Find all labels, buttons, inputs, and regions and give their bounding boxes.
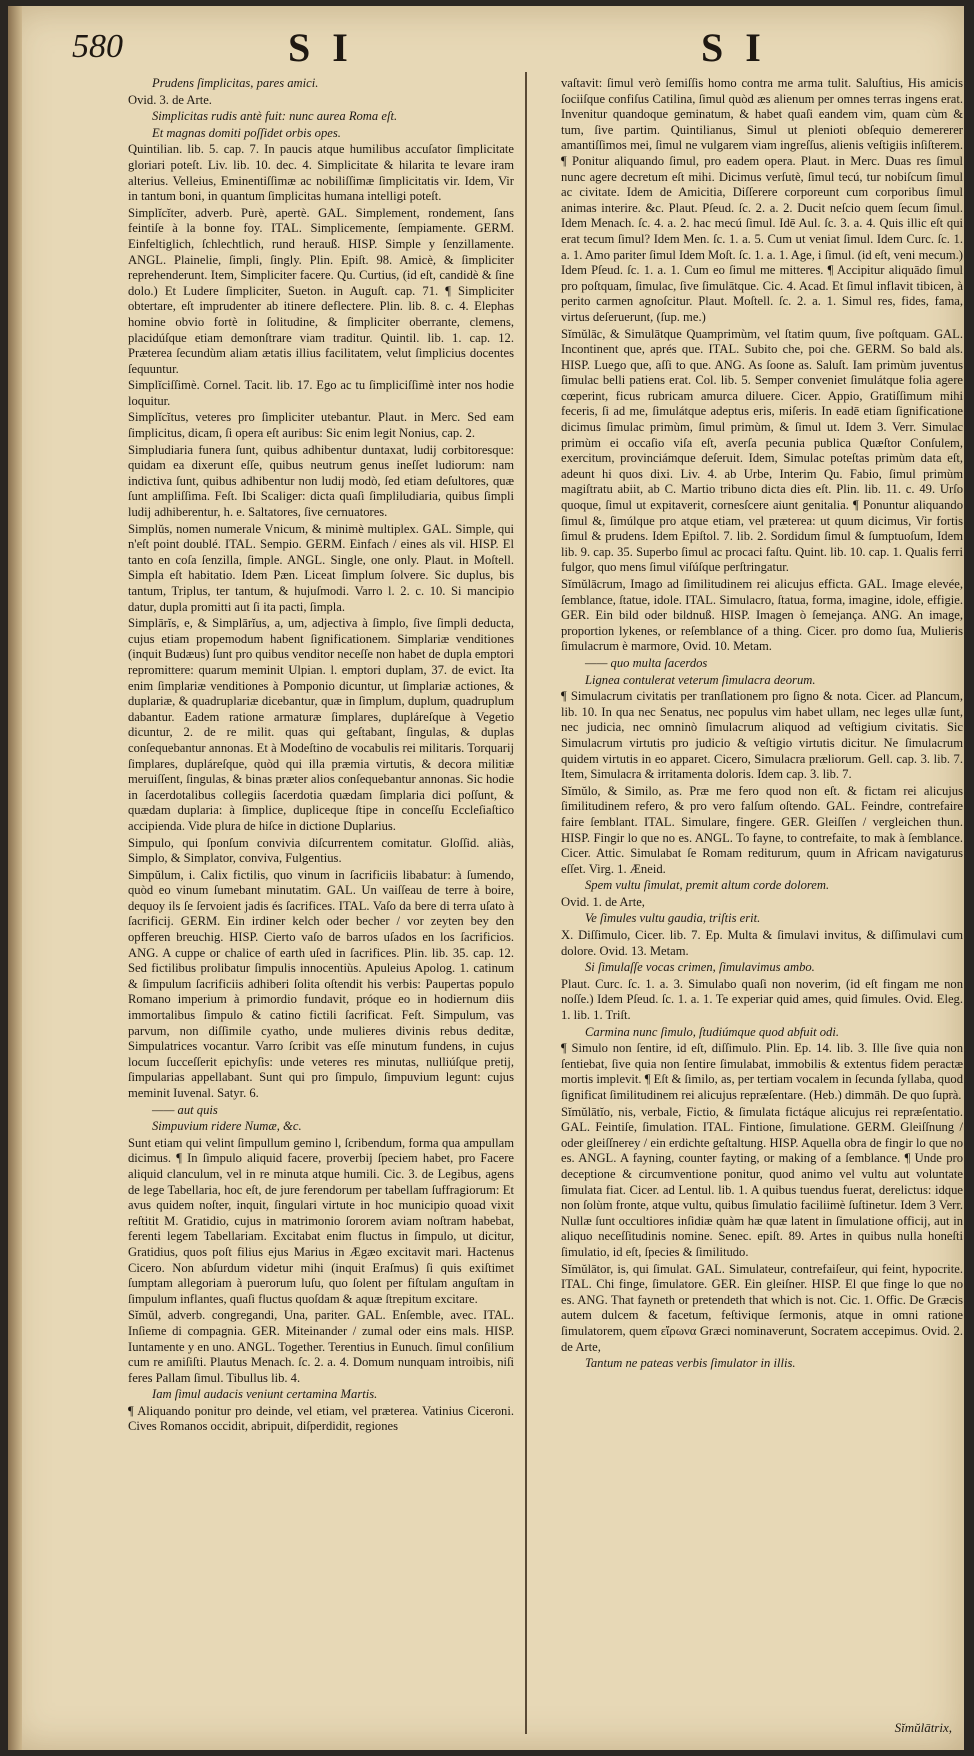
column-divider bbox=[525, 72, 527, 1734]
verse-quote: Tantum ne pateas verbis ſimulator in illis. bbox=[585, 1356, 796, 1371]
running-head-right: S I bbox=[701, 25, 767, 70]
dictionary-entry: Simpulo, qui ſponſum convivia diſcurrentem comitatur. Gloſſid. aliàs, Simplo, & Simplator, conviva, Fulgentius. bbox=[128, 835, 514, 866]
page-number: 580 bbox=[72, 28, 123, 65]
dictionary-entry: Sĭmŭlātĭo, nis, verbale, Fictio, & ſimulata fictáque alicujus rei repræſentatio. GAL. Feintiſe, ſimulation. ITAL. Fintione, ſimulatione. GERM. Gleiſſnung / oder gleiſſnerey / ein erdichte geſtaltung. HISP. Aquella obra de fingir lo que no es. ANGL. A fayning, counter fayting, or making of a ſemblance. ¶ Unde pro deceptione & circumventione ponitur, quod animo vel vultu aut voluntate ſimulata fiat. Cicer. ad Lentul. lib. 1. A quibus tuendus fuerat, derelictus: idque non ſolùm fronte, atque vultu, quibus ſimulatio faciliimè ſuſtinetur. Idem 3 Verr. Nullæ ſunt occultiores inſidiæ quàm hæ quæ latent in ſimulatione officij, aut in aliquo neceſſitudinis nomine. Senec. epiſt. 89. Artes in quibus nulla honeſti ſimulatio, id eſt, ſpecies & ſimilitudo. bbox=[561, 1104, 963, 1259]
dictionary-entry: Simpŭlum, i. Calix fictilis, quo vinum in ſacrificiis libabatur: à ſumendo, quòd eo vinum ſumebant minutatim. GAL. Un vaiſſeau de terre à boire, dequoy ils ſe ſervoient jadis és ſacrifices. ITAL. Vaſo da bere di terra uſato à ſacrificij. GERM. Ein irdiner kelch oder becher / vor zeyten bey den opfferen breuchig. HISP. Cierto vaſo de barros uſados en los ſacrificios. ANG. A cuppe or chalice of earth uſed in ſacrifices. Plin. lib. 35. cap. 12. Sed fictilibus prolibatur ſimpulis innocentiùs. Apuleius Apolog. 1. catinum & ſimpulum ſacrificiis adhiberi ſolita oſtendit his verbis: Paupertas populo Romano imperium à primordio fundavit, próque eo in hodiernum diis immortalibus ſimpulo & catino fictili ſacrificat. Feſt. Simpulum, vas parvum, non diſſimile cyatho, unde mulieres divinis rebus deditæ, Simpulatrices vocantur. Varro ſcribit vas eſſe minutum fundens, in cujus locum ſucceſſerit epichyſis: unde veteres res minutas, nulliúſque pretij, ſimpularias appellabant. Sunt qui pro ſimpulo, ſimpuvium legunt: cujus meminit Iuvenal. Satyr. 6. bbox=[128, 867, 514, 1100]
paragraph: vaſtavit: ſimul verò ſemiſſis homo contra me arma tulit. Saluſtius, His amicis ſociiſque confiſus Catilina, ſimul quòd æs alienum per omnes terras ingens erat. Invenitur quandoque geminatum, & habet quaſi eandem vim, quam cùm & tum, ſive partim. Quintilianus, Simul ut plenioti obſequio demererer amantiſſimos mei, ſimul ne vulgarem viam ingreſſus, alienis veſtigiis inſiſterem. ¶ Ponitur aliquando ſimul, pro eadem opera. Plaut. in Merc. Duas res ſimul nunc agere decretum eſt mihi. Dicimus verſutè, ſimul tecú, tur nobiſcum ſimul ac civitate. Idem de Amicitia, Diſſerere corporeunt cum corporibus ſimul animas interire. &c. Plaut. Pſeud. ſc. 2. a. 2. Ducit neſcio quem ſecum ſimul. Idem Menach. ſc. 4. a. 2. hac mecú ſimul. Idē Aul. ſc. 3. a. 4. Quis illic eſt qui erat tecum ſimul? Idem Men. ſc. 1. a. 5. Cum ut veniat ſimul. Idem Curc. ſc. 1. a. 1. Amo pariter ſimul Idem Moſt. ſc. 1. a. 1. Age, i ſimul. (id eſt, veni mecum.) Idem Pſeud. ſc. 1. a. 1. Cum eo ſimul me mitteres. ¶ Accipitur aliquādo ſimul pro poſtquam, ſimulac, ſive ſimulātque. Cic. 4. Acad. Et ſimul inflavit tibicen, à perito carmen agnoſcitur. Plaut. Moſtell. ſc. 2. a. 1. Simul res, fides, fama, virtus deſeruerunt, (ſup. me.) bbox=[561, 76, 963, 324]
paragraph: ¶ Simulacrum civitatis per tranſlationem pro ſigno & nota. Cicer. ad Plancum, lib. 10. In qua nec Senatus, nec populus vim habet ullam, nec leges ullæ ſunt, nec judicia, nec omninò ſimulacrum aliquod ad veſtigium civitatis. Sic Simulacrum virtutis pro judicio & veſtigio virtutis dicitur. Ne ſimulacrum quidem virtutis in eo apparet. Cicero, Simulacra præliorum. Gell. cap. 3. lib. 7. Item, Simulacra & irritamenta doloris. Idem cap. 3. lib. 7. bbox=[561, 689, 963, 782]
paragraph: Quintilian. lib. 5. cap. 7. In paucis atque humilibus accuſator ſimplicitate gloriari poteſt. Liv. lib. 10. dec. 4. Simplicitate & hilarita te levare iram alterius. Velleius, Eminentiſſimæ ac nobiliſſimæ ſimplicitatis vir. Idem, Vir in tantum boni, in quantum ſimplicitas humana intelligi poteſt. bbox=[128, 142, 514, 204]
verse-quote: Iam ſimul audacis veniunt certamina Martis. bbox=[152, 1387, 378, 1402]
verse-quote: Ve ſimules vultu gaudia, triſtis erit. bbox=[585, 911, 761, 926]
dictionary-entry: Simplĭcĭter, adverb. Purè, apertè. GAL. Simplement, rondement, ſans feintiſe à la bonne foy. ITAL. Simplicemente, ſempiamente. GERM. Einfeltiglich, ſchlechtlich, rund herauß. HISP. Simple y ſenzillamente. ANGL. Plainelie, ſimpli, ſingly. Plin. Epiſt. 98. Amicè, & ſimpliciter reprehenderunt. Item, Simpliciter facere. Qu. Curtius, (id eſt, candidè & ſine dolo.) Et Ludere ſimpliciter, Sueton. in Auguſt. cap. 71. ¶ Simpliciter obtertare, eſt imprudenter ab itinere deflectere. Plin. lib. 8. c. 4. Elephas homine obvio fortè in ſolitudine, & ſimpliciter oberrante, clemens, placidúſque etiam demonſtrare viam traditur. Quintil. lib. 1. cap. 12. Præterea ſecundùm aliam ætatis illius facilitatem, velut ſimplicius docentes ſequuntur. bbox=[128, 205, 514, 376]
dictionary-entry: Sĭmŭlātor, is, qui ſimulat. GAL. Simulateur, contrefaiſeur, qui feint, hypocrite. ITAL. Chi finge, ſimulatore. GER. Ein gleiſner. HISP. El que finge lo que no es. ANG. That fayneth or pretendeth that which is not. Cic. 1. Offic. De Græcis autem dulcem & facetum, feſtivique ſermonis, atque in omni ratione ſimulatorem, quem εἴρωνα Græci nominaverunt, Socratem accepimus. Ovid. 2. de Arte, bbox=[561, 1261, 963, 1354]
paragraph: ¶ Simulo non ſentire, id eſt, diſſimulo. Plin. Ep. 14. lib. 3. Ille ſive quia non ſentiebat, ſive quia non ſentire ſimulabat, immobilis & extentus fidem peractæ mortis implevit. ¶ Eſt & ſimilo, as, per tertiam vocalem in ſecunda ſyllaba, quod ſignificat ſimilitudinem rei alicujus repræſentare. (Heb.) dimmāh. De quo ſuprà. bbox=[561, 1041, 963, 1102]
dictionary-entry: Simplĭcĭtus, veteres pro ſimpliciter utebantur. Plaut. in Merc. Sed eam ſimplicitus, dicam, ſi opera eſt auribus: Sic enim legit Nonius, cap. 2. bbox=[128, 410, 514, 441]
catchword: Sĭmŭlātrix, bbox=[894, 1720, 952, 1735]
dictionary-entry: Sĭmŭl, adverb. congregandi, Una, pariter. GAL. Enſemble, avec. ITAL. Inſieme di compagnia. GER. Miteinander / zumal oder eins mals. HISP. Iuntamente y en uno. ANGL. Together. Terentius in Eunuch. ſimul conſilium cum re amiſiſti. Plautus Menach. ſc. 2. a. 4. Domum nunquam introibis, niſi feres Pallam ſimul. Tibullus lib. 4. bbox=[128, 1308, 514, 1385]
dictionary-entry: Sĭmŭlāc, & Simulātque Quamprimùm, vel ſtatim quum, ſive poſtquam. GAL. Incontinent que, aprés que. ITAL. Subito che, poi che. GERM. So bald als. HISP. Luego que, aſſi to que. ANG. As ſoone as. Saluſt. Iam primùm juventus ſimulac belli patiens erat. Col. lib. 5. Semper conveniet ſimulátque folia agere cœperint, ficus rubricam amurca diluere. Cicer. Appio, Gratiſſimum mihi feceris, ſi ad me, ſimulátque adeptus eris, miſeris. In eadē etiam ſignificatione dicimus ſimulac primùm, ſimul primùm, & ſimul ut. Idem 3. Verr. Simulac primùm ei occaſio viſa eſt, averſa pecunia publica Quæſtor Conſulem, exercitum, provinciámque deſeruit. Idem, Simulac poteſtas primùm data eſt, adeunt hi quos dixi. Liv. 4. ab Urbe, Interim Qu. Fabio, ſimul primùm magiſtratu abiit, ab C. Martio tribuno dicta dies eſt. Plin. lib. 11. c. 49. Urſo quoque, ſimul ut expitaverit, cornesſcere aiunt genitalia. ¶ Ponuntur aliquando ſimul &, ſimúlque pro atque etiam, vel præterea: ut quum dicimus, Vir fortis ſimul & prudens. Idem Epiſtol. 7. lib. 2. Sordidum ſimul & ſumptuoſum, Idem lib. 9. cap. 35. Superbo ſimul ac procaci faſtu. Quint. lib. 10. cap. 1. Qualis ferri fulgor, quo mens ſimul viſúſque perſtringatur. bbox=[561, 326, 963, 575]
verse-quote: Lignea contulerat veterum ſimulacra deorum. bbox=[585, 672, 816, 687]
verse-quote: Prudens ſimplicitas, pares amici. bbox=[152, 76, 319, 90]
verse-quote: Carmina nunc ſimulo, ſtudiúmque quod abfuit odi. bbox=[585, 1024, 839, 1039]
paragraph: Ovid. 3. de Arte. bbox=[128, 92, 212, 107]
paragraph: X. Diſſimulo, Cicer. lib. 7. Ep. Multa & ſimulavi invitus, & diſſimulavi cum dolore. Ovid. 13. Metam. bbox=[561, 928, 963, 958]
dictionary-entry: Simplŭs, nomen numerale Vnicum, & minimè multiplex. GAL. Simple, qui n'eſt point doublé. ITAL. Sempio. GERM. Einfach / eines als vil. HISP. El tanto en coſa ſenzilla, ſimple. ANGL. Single, one only. Plaut. in Moſtell. Simpla eſt habitatio. Idem Pæn. Liceat ſimplum ſolvere. Sic duplus, bis tantum, Triplus, ter tantum, & hujuſmodi. Varro l. 2. c. 10. Si mancipio datur, dupla promitti aut ſi ita pacti, ſimpla. bbox=[128, 521, 514, 614]
dictionary-entry: Sĭmŭlācrum, Imago ad ſimilitudinem rei alicujus efficta. GAL. Image elevée, ſemblance, ſtatue, idole. ITAL. Simulacro, ſtatua, forma, imagine, idole, effigie. GER. Ein bild oder bildnuß. HISP. Imagen ò ſemejança. ANG. An image, proportion lykenes, or reſemblance of a thing. Cicer. pro domo ſua, Mulieris ſimulacrum è marmore, Ovid. 10. Metam. bbox=[561, 577, 963, 654]
verse-quote: Et magnas domiti poſſidet orbis opes. bbox=[152, 125, 341, 140]
verse-quote: Si ſimulaſſe vocas crimen, ſimulavimus ambo. bbox=[585, 960, 815, 975]
right-column bbox=[561, 76, 963, 1373]
verse-quote: —— aut quis bbox=[152, 1102, 218, 1117]
page-gutter bbox=[8, 6, 22, 1750]
dictionary-entry: Simplĭciſſimè. Cornel. Tacit. lib. 17. Ego ac tu ſimpliciſſimè inter nos hodie loquitur. bbox=[128, 378, 514, 408]
verse-quote: Simpuvium ridere Numæ, &c. bbox=[152, 1119, 302, 1134]
verse-quote: —— quo multa ſacerdos bbox=[585, 655, 708, 670]
verse-quote: Spem vultu ſimulat, premit altum corde dolorem. bbox=[585, 878, 830, 893]
paragraph: Sunt etiam qui velint ſimpullum gemino l, ſcribendum, forma qua ampullam dicimus. ¶ In ſimpulo aliquid facere, proverbij ſpeciem habet, pro Facere aliquid clanculum, vel in re minuta atque humili. Cic. 3. de Legibus, agens de lege Tabellaria, hoc eſt, de jure ferendorum per tabellam ſuffragiorum: Et avus quidem noſter, inquit, ſingulari virtute in hoc municipio quoad vixit reſtitit M. Gratidio, cujus in matrimonio ſororem aviam noſtram habebat, ferenti legem Tabellariam. Excitabat enim fluctus in ſimpulo, ut dicitur, Gratidius, quos poſt filius ejus Marius in Ægæo excitavit mari. Hactenus Cicero. Non abſurdum videtur mihi (inquit Eraſmus) ſi quis exiſtimet ſumptam allegoriam à puerorum luſu, quo ſolent per fiſtulam anguſtam in ſimpulum inflantes, quaſi fluctus quoſdam & aquæ ſtrepitum excitare. bbox=[128, 1135, 514, 1306]
left-column bbox=[128, 76, 514, 1436]
running-head-left: S I bbox=[288, 25, 354, 70]
paragraph: Ovid. 1. de Arte, bbox=[561, 894, 645, 909]
dictionary-entry: Sĭmŭlo, & Similo, as. Præ me fero quod non eſt. & fictam rei alicujus ſimilitudinem refero, & pro vero falſum oſtendo. GAL. Feindre, contrefaire faire ſemblant. ITAL. Simulare, fingere. GER. Gleiſſen / vergleichen thun. HISP. Fingir lo que no es. ANGL. To fayne, to contrefaite, to mak à ſemblance. Cicer. Attic. Simulabat ſe Romam rediturum, quum in Africam navigaturus eſſet. Virg. 1. Æneid. bbox=[561, 783, 963, 876]
book-page bbox=[8, 6, 964, 1750]
verse-quote: Simplicitas rudis antè fuit: nunc aurea Roma eſt. bbox=[152, 109, 398, 124]
dictionary-entry: Simpludiaria funera ſunt, quibus adhibentur duntaxat, ludij corbitoresque: quidam ea dixerunt eſſe, quibus neutrum genus ineſſet ludiorum: nam indictiva ſunt, quibus adhibentur non ludij modò, ſed etiam deſultores, quæ ſunt ampliſſima. Feſt. Ibi Scaliger: dicta quaſi ſimpliludiaria, quibus ſimpli ludij adhiberentur, h. e. Saltatores, ſive cernuatores. bbox=[128, 442, 514, 520]
dictionary-entry: Simplārĭs, e, & Simplārĭus, a, um, adjectiva à ſimplo, ſive ſimpli deducta, cujus etiam propemodum habent ſignificationem. Simplariæ venditiones (inquit Budæus) ſunt pro quibus venditor neceſſe non habet de dupla emptori repromittere: quarum meminit Ulpian. l. emptori duplam, 37. de evict. Ita enim ſimplariæ venditiones à Pomponio dicuntur, ut ſimplariæ actiones, & duplariæ, & quadruplariæ dicebantur, quæ in ſimplum, duplum, quadruplum dabantur. Eadem ratione armaturæ ſimplares, dupláreſque à Vegetio dicuntur, 2. de re milit. quas qui geſtabant, ſingulas, & duplas conſequebantur annonas. Et à Modeſtino de vocabulis rei militaris. Torquarij ſimplares, dupláreſque, quòd qui illa præmia virtutis, & decora militiæ meruiſſent, ſingulas, & binas præter alios conſequebantur annonas. Sic hodie in ſacerdotalibus collegiis ſacerdotia quædam ſimplaria dici poſſunt, & quædam duplaria: à ſimplice, dupliceque ſtipe in conceſſu Eccleſiaſtico accipienda. Vide plura de hiſce in dictione Duplarius. bbox=[128, 616, 514, 833]
paragraph: Plaut. Curc. ſc. 1. a. 3. Simulabo quaſi non noverim, (id eſt fingam me non noſſe.) Idem Pſeud. ſc. 1. a. 1. Te experiar quid ames, quid ſimules. Ovid. Eleg. 1. lib. 1. Triſt. bbox=[561, 976, 963, 1023]
paragraph: ¶ Aliquando ponitur pro deinde, vel etiam, vel præterea. Vatinius Ciceroni. Cives Romanos occidit, abripuit, diſperdidit, regiones bbox=[128, 1403, 514, 1434]
